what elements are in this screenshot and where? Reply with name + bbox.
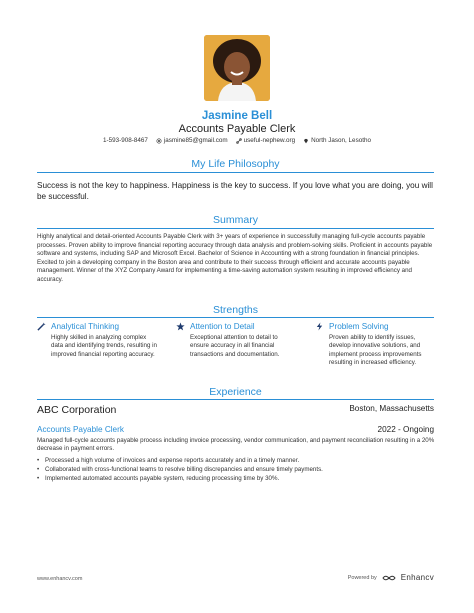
list-item: • Collaborated with cross-functional teams to resolve billing discrepancies and ensure timely payments. <box>37 465 323 473</box>
contact-email[interactable] <box>156 137 228 144</box>
strength-title: Attention to Detail <box>190 322 255 331</box>
job-role: Accounts Payable Clerk <box>37 425 124 434</box>
list-item: • Processed a high volume of invoices and expense reports accurately and in a timely manner. <box>37 457 300 464</box>
candidate-name: Jasmine Bell <box>201 110 273 122</box>
link-icon <box>236 138 242 144</box>
location-pin-icon <box>303 138 309 144</box>
strength-title: Problem Solving <box>329 322 389 331</box>
strength-description: Highly skilled in analyzing complex data and identifying trends, resulting in improved financial reporting accuracy. <box>51 334 157 358</box>
email-text: jasmine85@gmail.com <box>163 137 228 144</box>
lightning-icon <box>315 322 324 331</box>
enhancv-logo-icon <box>382 574 396 582</box>
contact-location <box>303 137 371 144</box>
company-name: ABC Corporation <box>37 404 117 416</box>
magic-wand-icon <box>37 322 46 331</box>
section-divider <box>37 399 434 400</box>
strength-description: Exceptional attention to detail to ensure accuracy in all financial transactions and documentation. <box>190 334 280 358</box>
summary-text: Highly analytical and detail-oriented Accounts Payable Clerk with 3+ years of experience in successfully managing full-cycle accounts payable processes. Proven ability to improve financial reporting accuracy through data analysis and problem-solving skills. Proficient in accounts payable software and systems, including SAP and Microsoft Excel. Bachelor of Science in Accounting with a strong foundation in financial principles. Excited to join a developing company in the Boston area and contribute to their success through efficient and accurate accounts payable management. Winner of the XYZ Company Award for implementing a time-saving automation system resulting in improved efficiency and accuracy. <box>37 233 433 283</box>
profile-photo <box>204 35 270 101</box>
strength-item <box>176 322 301 359</box>
website-text: useful-nephew.org <box>243 137 296 144</box>
footer-branding <box>348 573 434 582</box>
section-divider <box>37 172 434 173</box>
brand-name: Enhancv <box>400 573 434 582</box>
section-divider <box>37 317 434 318</box>
at-icon <box>156 138 162 144</box>
job-dates: 2022 - Ongoing <box>377 425 434 434</box>
powered-by-label: Powered by <box>347 574 377 581</box>
strength-description: Proven ability to identify issues, develop innovative solutions, and implement process improvements resulting in increased efficiency. <box>329 334 422 367</box>
bullet-text: Collaborated with cross-functional teams to resolve billing discrepancies and ensure timely payments. <box>45 465 323 473</box>
section-heading-experience: Experience <box>209 386 262 398</box>
strength-item <box>37 322 162 359</box>
section-divider <box>37 228 434 229</box>
philosophy-text: Success is not the key to happiness. Happiness is the key to success. If you love what you are doing, you will be successful. <box>37 181 433 201</box>
job-bullets <box>37 457 437 483</box>
footer-website[interactable]: www.enhancv.com <box>37 576 83 582</box>
contact-website[interactable] <box>236 137 295 144</box>
section-heading-philosophy: My Life Philosophy <box>191 158 280 170</box>
phone-text: 1-593-908-8467 <box>103 137 148 144</box>
section-heading-summary: Summary <box>213 214 258 226</box>
contact-phone[interactable] <box>103 137 148 144</box>
location-text: North Jason, Lesotho <box>311 137 371 144</box>
strength-title: Analytical Thinking <box>51 322 120 331</box>
star-icon <box>176 322 185 331</box>
strength-item <box>315 322 440 368</box>
job-location: Boston, Massachusetts <box>349 404 434 413</box>
bullet-text: Implemented automated accounts payable system, reducing processing time by 30%. <box>45 474 280 482</box>
candidate-title: Accounts Payable Clerk <box>178 123 296 135</box>
list-item: • Implemented automated accounts payable system, reducing processing time by 30%. <box>37 474 280 482</box>
section-heading-strengths: Strengths <box>213 304 258 316</box>
job-description: Managed full-cycle accounts payable process including invoice processing, vendor communication, and payment reconciliation resulting in a 20% decrease in payment errors. <box>37 437 435 453</box>
contact-bar <box>0 137 474 144</box>
bullet-text: Processed a high volume of invoices and expense reports accurately and in a timely manner. <box>45 457 300 464</box>
